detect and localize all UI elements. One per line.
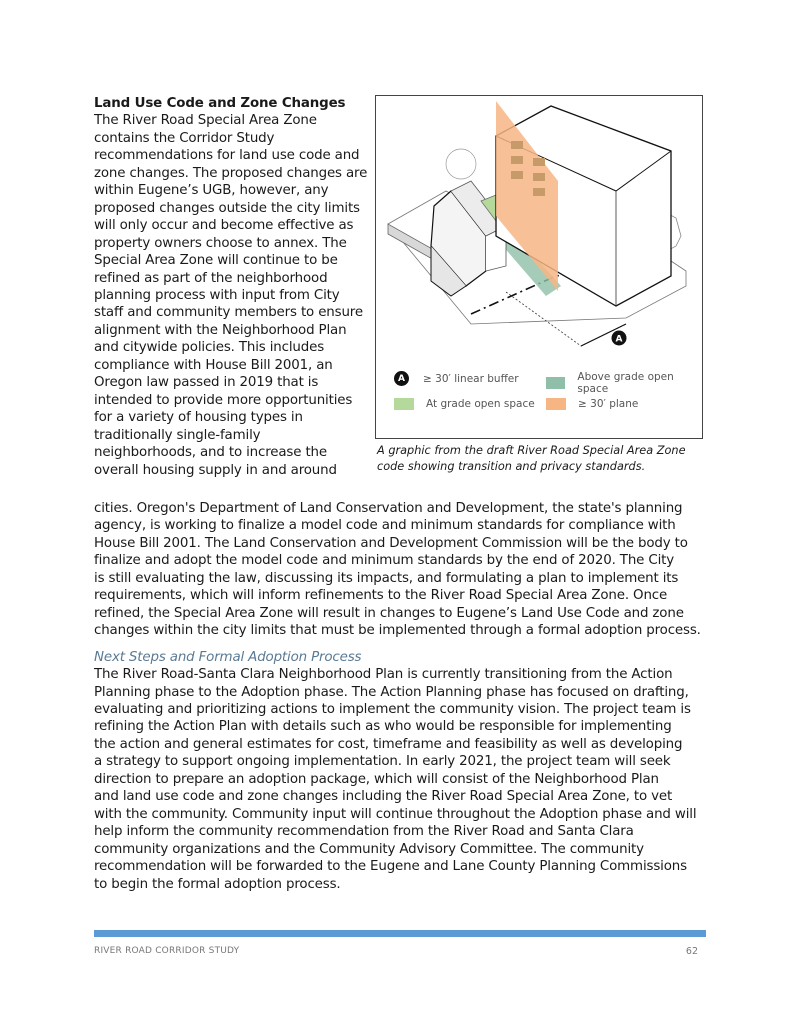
swatch-above-grade-icon: [546, 377, 565, 389]
body-line: and land use code and zone changes including the River Road Special Area Zone, to vet: [94, 789, 673, 805]
legend-label: ≥ 30′ plane: [578, 398, 639, 410]
body-line: recommendations for land use code and: [94, 148, 360, 164]
body-line: property owners choose to annex. The: [94, 235, 347, 251]
footer-rule: [94, 930, 706, 937]
body-line: refined, the Special Area Zone will result in changes to Eugene’s Land Use Code and zone: [94, 605, 684, 621]
body-line: zone changes. The proposed changes are: [94, 165, 368, 181]
body-line: alignment with the Neighborhood Plan: [94, 322, 347, 338]
left-column: [94, 95, 376, 479]
body-line: The River Road Special Area Zone: [94, 113, 317, 129]
body-line: requirements, which will inform refinements to the River Road Special Area Zone. Once: [94, 588, 668, 604]
body-line: finalize and adopt the model code and minimum standards by the end of 2020. The City: [94, 553, 675, 569]
body-line: with the community. Community input will continue throughout the Adoption phase and will: [94, 806, 697, 822]
body-line: intended to provide more opportunities: [94, 392, 353, 408]
isometric-building-diagram: [376, 96, 704, 366]
body-line: agency, is working to finalize a model code and minimum standards for compliance with: [94, 518, 676, 534]
body-line: the action and general estimates for cost, timeframe and feasibility as well as developing: [94, 736, 683, 752]
legend-label: Above grade open space: [577, 371, 674, 395]
body-line: within Eugene’s UGB, however, any: [94, 183, 329, 199]
body-line: refining the Action Plan with details such as who would be responsible for implementing: [94, 719, 672, 735]
legend-item-at-grade: [394, 398, 535, 410]
footer-title: RIVER ROAD CORRIDOR STUDY: [94, 946, 240, 956]
svg-text:A: A: [615, 334, 623, 345]
legend-label: ≥ 30′ linear buffer: [423, 372, 519, 385]
figure-legend: [376, 366, 704, 426]
body-line: neighborhoods, and to increase the: [94, 445, 327, 461]
caption-line: A graphic from the draft River Road Special Area Zone: [377, 444, 686, 457]
figure-caption: [377, 443, 707, 475]
body-line: House Bill 2001. The Land Conservation and Development Commission will be the body to: [94, 535, 688, 551]
body-line: Planning phase to the Adoption phase. The Action Planning phase has focused on drafting,: [94, 684, 689, 700]
body-line: Oregon law passed in 2019 that is: [94, 375, 319, 391]
body-line: cities. Oregon's Department of Land Conservation and Development, the state's planning: [94, 501, 683, 516]
legend-item-plane: [546, 398, 638, 410]
body-line: recommendation will be forwarded to the Eugene and Lane County Planning Commissions: [94, 859, 687, 875]
body-line: staff and community members to ensure: [94, 305, 363, 321]
body-line: traditionally single-family: [94, 427, 261, 443]
body-line: is still evaluating the law, discussing its impacts, and formulating a plan to implement its: [94, 570, 679, 586]
swatch-plane-icon: [546, 398, 566, 410]
body-line: and citywide policies. This includes: [94, 340, 325, 356]
full-width-body: [94, 500, 714, 893]
body-line: direction to prepare an adoption package, which will consist of the Neighborhood Plan: [94, 771, 659, 787]
body-line: a strategy to support ongoing implementation. In early 2021, the project team will seek: [94, 754, 671, 770]
body-line: help inform the community recommendation from the River Road and Santa Clara: [94, 824, 634, 840]
legend-item-above-grade: [546, 371, 704, 395]
body-line: changes within the city limits that must be implemented through a formal adoption process.: [94, 623, 701, 639]
body-line: to begin the formal adoption process.: [94, 876, 341, 892]
next-steps-subheading: Next Steps and Formal Adoption Process: [94, 649, 362, 665]
marker-a-badge-icon: A: [394, 371, 409, 386]
body-line: for a variety of housing types in: [94, 410, 303, 426]
caption-line: code showing transition and privacy standards.: [377, 460, 646, 473]
body-line: will only occur and become effective as: [94, 218, 354, 234]
body-line: refined as part of the neighborhood: [94, 270, 328, 286]
body-line: overall housing supply in and around: [94, 462, 337, 478]
section-heading: Land Use Code and Zone Changes: [94, 96, 346, 111]
body-line: planning process with input from City: [94, 287, 340, 303]
body-line: The River Road-Santa Clara Neighborhood Plan is currently transitioning from the Action: [94, 667, 673, 683]
swatch-at-grade-icon: [394, 398, 414, 410]
figure-transition-diagram: [375, 95, 703, 439]
body-line: Special Area Zone will continue to be: [94, 253, 338, 269]
legend-item-linear-buffer: [394, 371, 519, 386]
page-number: 62: [685, 946, 698, 957]
body-line: compliance with House Bill 2001, an: [94, 357, 333, 373]
legend-label: At grade open space: [426, 398, 535, 410]
body-line: proposed changes outside the city limits: [94, 200, 360, 216]
body-line: community organizations and the Community Advisory Committee. The community: [94, 841, 644, 857]
body-line: evaluating and prioritizing actions to implement the community vision. The project team is: [94, 701, 691, 717]
body-line: contains the Corridor Study: [94, 130, 275, 146]
